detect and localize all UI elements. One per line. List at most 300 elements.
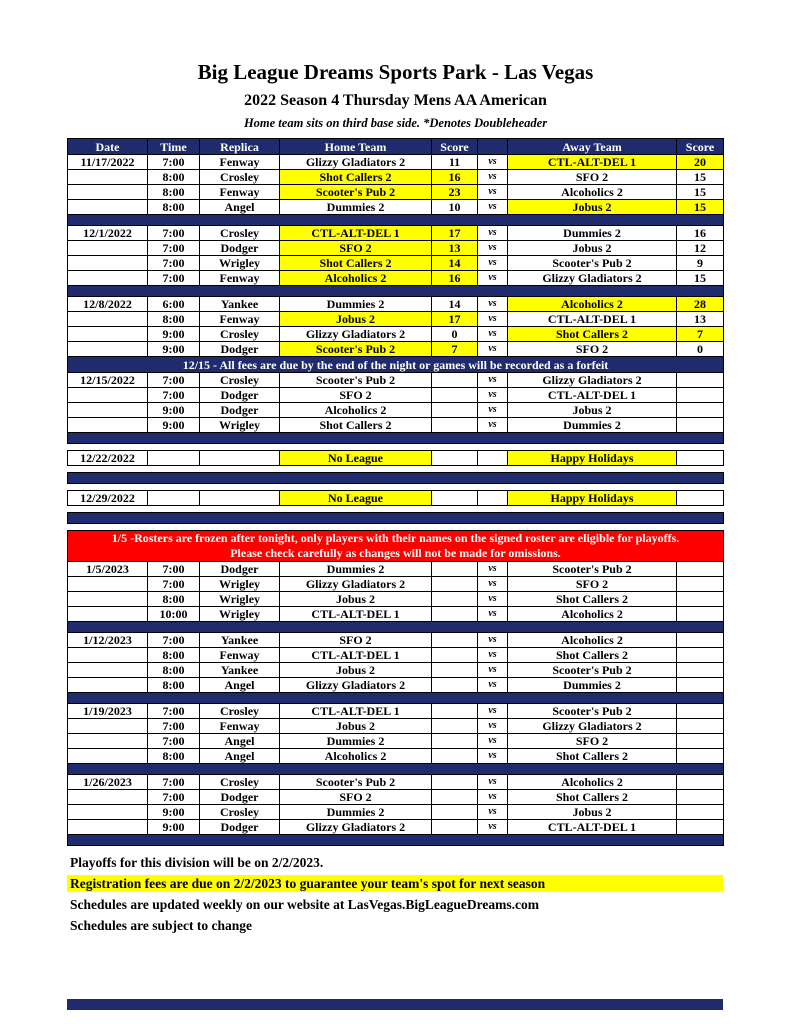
vs-cell: vs — [478, 271, 508, 286]
vs-cell: vs — [478, 734, 508, 749]
vs-cell: vs — [478, 704, 508, 719]
replica-cell: Yankee — [200, 297, 280, 312]
away-score-cell — [677, 403, 724, 418]
time-cell: 7:00 — [148, 790, 200, 805]
home-score-cell — [432, 373, 478, 388]
away-score-cell: 16 — [677, 226, 724, 241]
header-cell: Date — [68, 139, 148, 155]
schedule-table — [67, 138, 724, 846]
date-cell — [68, 241, 148, 256]
table-row-game — [68, 790, 724, 805]
home-score-cell — [432, 418, 478, 433]
date-cell — [68, 388, 148, 403]
replica-cell: Dodger — [200, 562, 280, 577]
date-cell — [68, 327, 148, 342]
away-score-cell — [677, 734, 724, 749]
table-row-game — [68, 403, 724, 418]
roster-alert-cell — [68, 531, 724, 562]
away-team-cell: Glizzy Gladiators 2 — [508, 719, 677, 734]
schedule-body — [68, 155, 724, 846]
home-score-cell — [432, 820, 478, 835]
bottom-navy-bar — [67, 999, 723, 1010]
table-row-separator — [68, 513, 724, 524]
date-cell: 12/1/2022 — [68, 226, 148, 241]
spacer-cell — [68, 444, 724, 451]
date-cell — [68, 312, 148, 327]
replica-cell: Fenway — [200, 719, 280, 734]
away-score-cell: 20 — [677, 155, 724, 170]
vs-cell — [478, 451, 508, 466]
away-team-cell: Jobus 2 — [508, 403, 677, 418]
header-cell: Home Team — [280, 139, 432, 155]
home-score-cell — [432, 451, 478, 466]
date-cell: 12/29/2022 — [68, 491, 148, 506]
away-team-cell: Shot Callers 2 — [508, 592, 677, 607]
home-score-cell: 13 — [432, 241, 478, 256]
away-team-cell: SFO 2 — [508, 734, 677, 749]
away-team-cell: Scooter's Pub 2 — [508, 562, 677, 577]
away-team-cell: SFO 2 — [508, 577, 677, 592]
date-cell — [68, 403, 148, 418]
vs-cell: vs — [478, 418, 508, 433]
time-cell: 7:00 — [148, 373, 200, 388]
time-cell: 8:00 — [148, 592, 200, 607]
home-score-cell — [432, 775, 478, 790]
alert-line: Please check carefully as changes will not be made for omissions. — [230, 546, 561, 560]
table-row-game — [68, 648, 724, 663]
separator-cell — [68, 693, 724, 704]
away-team-cell: CTL-ALT-DEL 1 — [508, 820, 677, 835]
home-team-cell: Alcoholics 2 — [280, 271, 432, 286]
away-team-cell: Jobus 2 — [508, 805, 677, 820]
table-row-game — [68, 678, 724, 693]
date-cell — [68, 577, 148, 592]
header-cell — [478, 139, 508, 155]
replica-cell: Crosley — [200, 327, 280, 342]
away-score-cell — [677, 805, 724, 820]
time-cell: 9:00 — [148, 403, 200, 418]
replica-cell: Crosley — [200, 775, 280, 790]
vs-cell: vs — [478, 607, 508, 622]
table-row-game — [68, 577, 724, 592]
home-team-cell: CTL-ALT-DEL 1 — [280, 226, 432, 241]
date-cell: 12/8/2022 — [68, 297, 148, 312]
date-cell — [68, 820, 148, 835]
time-cell: 8:00 — [148, 170, 200, 185]
page-subtitle: 2022 Season 4 Thursday Mens AA American — [244, 92, 547, 109]
table-row-spacer — [68, 466, 724, 473]
table-row-special — [68, 491, 724, 506]
vs-cell: vs — [478, 678, 508, 693]
separator-cell — [68, 473, 724, 484]
away-team-cell: Jobus 2 — [508, 241, 677, 256]
vs-cell: vs — [478, 820, 508, 835]
time-cell: 7:00 — [148, 734, 200, 749]
away-team-cell: Glizzy Gladiators 2 — [508, 373, 677, 388]
replica-cell: Yankee — [200, 663, 280, 678]
replica-cell: Crosley — [200, 373, 280, 388]
away-score-cell — [677, 418, 724, 433]
time-cell: 7:00 — [148, 719, 200, 734]
home-score-cell: 10 — [432, 200, 478, 215]
date-cell — [68, 342, 148, 357]
away-team-cell: Dummies 2 — [508, 226, 677, 241]
time-cell: 9:00 — [148, 342, 200, 357]
time-cell: 7:00 — [148, 271, 200, 286]
vs-cell: vs — [478, 633, 508, 648]
away-team-cell: CTL-ALT-DEL 1 — [508, 312, 677, 327]
vs-cell: vs — [478, 775, 508, 790]
time-cell: 7:00 — [148, 256, 200, 271]
vs-cell: vs — [478, 592, 508, 607]
home-team-cell: Glizzy Gladiators 2 — [280, 155, 432, 170]
away-score-cell — [677, 749, 724, 764]
home-team-cell: Dummies 2 — [280, 562, 432, 577]
time-cell: 7:00 — [148, 241, 200, 256]
table-row-game — [68, 342, 724, 357]
vs-cell: vs — [478, 562, 508, 577]
replica-cell: Crosley — [200, 805, 280, 820]
footer-subject-line: Schedules are subject to change — [70, 918, 252, 933]
replica-cell: Wrigley — [200, 607, 280, 622]
away-team-cell: Alcoholics 2 — [508, 633, 677, 648]
replica-cell: Wrigley — [200, 256, 280, 271]
away-team-cell: Shot Callers 2 — [508, 749, 677, 764]
table-row-notice — [68, 357, 724, 373]
away-score-cell — [677, 607, 724, 622]
replica-cell: Wrigley — [200, 592, 280, 607]
date-cell — [68, 678, 148, 693]
date-cell — [68, 256, 148, 271]
separator-cell — [68, 215, 724, 226]
away-score-cell — [677, 648, 724, 663]
table-row-game — [68, 663, 724, 678]
date-cell — [68, 271, 148, 286]
table-row-separator — [68, 693, 724, 704]
away-team-cell: Shot Callers 2 — [508, 648, 677, 663]
table-row-separator — [68, 764, 724, 775]
home-team-cell: Scooter's Pub 2 — [280, 373, 432, 388]
away-team-cell: Glizzy Gladiators 2 — [508, 271, 677, 286]
date-cell — [68, 592, 148, 607]
home-score-cell: 11 — [432, 155, 478, 170]
footer — [67, 854, 723, 934]
table-row-game — [68, 820, 724, 835]
home-score-cell: 17 — [432, 312, 478, 327]
table-row-game — [68, 633, 724, 648]
home-score-cell — [432, 719, 478, 734]
home-team-cell: No League — [280, 451, 432, 466]
date-cell — [68, 734, 148, 749]
table-row-game — [68, 418, 724, 433]
away-score-cell: 15 — [677, 185, 724, 200]
away-score-cell — [677, 562, 724, 577]
vs-cell: vs — [478, 790, 508, 805]
spacer-cell — [68, 506, 724, 513]
away-score-cell: 15 — [677, 170, 724, 185]
home-score-cell — [432, 592, 478, 607]
home-score-cell: 17 — [432, 226, 478, 241]
home-team-cell: Jobus 2 — [280, 719, 432, 734]
table-row-game — [68, 749, 724, 764]
date-cell: 11/17/2022 — [68, 155, 148, 170]
vs-cell: vs — [478, 719, 508, 734]
table-row-separator — [68, 286, 724, 297]
vs-cell: vs — [478, 577, 508, 592]
vs-cell: vs — [478, 749, 508, 764]
time-cell: 8:00 — [148, 749, 200, 764]
table-row-game — [68, 388, 724, 403]
date-cell: 1/5/2023 — [68, 562, 148, 577]
time-cell: 8:00 — [148, 648, 200, 663]
replica-cell: Angel — [200, 734, 280, 749]
table-row-separator — [68, 835, 724, 846]
table-row-game — [68, 170, 724, 185]
home-score-cell — [432, 704, 478, 719]
time-cell: 7:00 — [148, 775, 200, 790]
home-team-cell: SFO 2 — [280, 388, 432, 403]
vs-cell: vs — [478, 327, 508, 342]
time-cell: 9:00 — [148, 327, 200, 342]
table-row-game — [68, 297, 724, 312]
away-score-cell: 13 — [677, 312, 724, 327]
home-score-cell — [432, 562, 478, 577]
date-cell — [68, 607, 148, 622]
away-score-cell — [677, 491, 724, 506]
away-score-cell — [677, 704, 724, 719]
vs-cell: vs — [478, 373, 508, 388]
spacer-cell — [68, 484, 724, 491]
table-row-game — [68, 241, 724, 256]
time-cell: 7:00 — [148, 704, 200, 719]
table-row-game — [68, 805, 724, 820]
header-cell: Score — [677, 139, 724, 155]
home-score-cell — [432, 648, 478, 663]
home-team-cell: SFO 2 — [280, 633, 432, 648]
replica-cell: Dodger — [200, 403, 280, 418]
home-team-cell: CTL-ALT-DEL 1 — [280, 648, 432, 663]
separator-cell — [68, 835, 724, 846]
table-row-game — [68, 734, 724, 749]
table-row-game — [68, 312, 724, 327]
replica-cell: Dodger — [200, 342, 280, 357]
replica-cell: Fenway — [200, 648, 280, 663]
date-cell: 1/19/2023 — [68, 704, 148, 719]
vs-cell — [478, 491, 508, 506]
away-score-cell — [677, 775, 724, 790]
date-cell — [68, 719, 148, 734]
away-team-cell: Shot Callers 2 — [508, 790, 677, 805]
away-score-cell: 28 — [677, 297, 724, 312]
home-team-cell: CTL-ALT-DEL 1 — [280, 704, 432, 719]
away-score-cell: 9 — [677, 256, 724, 271]
table-row-game — [68, 592, 724, 607]
table-row-separator — [68, 215, 724, 226]
replica-cell: Angel — [200, 749, 280, 764]
replica-cell: Fenway — [200, 312, 280, 327]
home-team-cell: CTL-ALT-DEL 1 — [280, 607, 432, 622]
table-row-game — [68, 271, 724, 286]
replica-cell: Dodger — [200, 388, 280, 403]
away-score-cell: 15 — [677, 200, 724, 215]
away-team-cell: SFO 2 — [508, 342, 677, 357]
replica-cell: Fenway — [200, 271, 280, 286]
date-cell — [68, 185, 148, 200]
away-score-cell — [677, 388, 724, 403]
away-score-cell: 15 — [677, 271, 724, 286]
date-cell — [68, 749, 148, 764]
away-score-cell — [677, 451, 724, 466]
away-team-cell: Scooter's Pub 2 — [508, 663, 677, 678]
vs-cell: vs — [478, 170, 508, 185]
table-row-separator — [68, 473, 724, 484]
date-cell — [68, 170, 148, 185]
time-cell: 9:00 — [148, 805, 200, 820]
home-team-cell: Dummies 2 — [280, 734, 432, 749]
footer-playoffs-line: Playoffs for this division will be on 2/2/2023. — [70, 855, 324, 870]
home-score-cell — [432, 678, 478, 693]
footer-website-line: Schedules are updated weekly on our website at LasVegas.BigLeagueDreams.com — [70, 897, 540, 912]
home-score-cell — [432, 734, 478, 749]
replica-cell: Dodger — [200, 241, 280, 256]
replica-cell: Wrigley — [200, 577, 280, 592]
table-row-game — [68, 704, 724, 719]
home-team-cell: Alcoholics 2 — [280, 403, 432, 418]
vs-cell: vs — [478, 648, 508, 663]
home-team-cell: Dummies 2 — [280, 805, 432, 820]
table-row-alert — [68, 531, 724, 562]
home-team-cell: Glizzy Gladiators 2 — [280, 327, 432, 342]
away-score-cell — [677, 592, 724, 607]
home-team-cell: Dummies 2 — [280, 297, 432, 312]
away-team-cell: Happy Holidays — [508, 451, 677, 466]
vs-cell: vs — [478, 388, 508, 403]
table-row-game — [68, 226, 724, 241]
separator-cell — [68, 433, 724, 444]
time-cell: 8:00 — [148, 663, 200, 678]
table-row-game — [68, 775, 724, 790]
time-cell: 7:00 — [148, 226, 200, 241]
away-team-cell: Alcoholics 2 — [508, 185, 677, 200]
home-team-cell: Shot Callers 2 — [280, 256, 432, 271]
away-score-cell: 0 — [677, 342, 724, 357]
table-row-game — [68, 185, 724, 200]
date-cell: 1/26/2023 — [68, 775, 148, 790]
away-team-cell: Alcoholics 2 — [508, 775, 677, 790]
home-score-cell — [432, 663, 478, 678]
date-cell — [68, 648, 148, 663]
replica-cell — [200, 451, 280, 466]
away-score-cell — [677, 790, 724, 805]
vs-cell: vs — [478, 185, 508, 200]
replica-cell: Crosley — [200, 704, 280, 719]
time-cell: 9:00 — [148, 418, 200, 433]
away-team-cell: Scooter's Pub 2 — [508, 256, 677, 271]
table-header-row — [68, 139, 724, 155]
replica-cell: Crosley — [200, 170, 280, 185]
vs-cell: vs — [478, 403, 508, 418]
vs-cell: vs — [478, 342, 508, 357]
header-cell: Time — [148, 139, 200, 155]
away-team-cell: CTL-ALT-DEL 1 — [508, 388, 677, 403]
vs-cell: vs — [478, 155, 508, 170]
home-team-cell: SFO 2 — [280, 241, 432, 256]
time-cell: 7:00 — [148, 388, 200, 403]
home-score-cell — [432, 388, 478, 403]
date-cell — [68, 418, 148, 433]
time-cell: 8:00 — [148, 185, 200, 200]
away-score-cell: 12 — [677, 241, 724, 256]
time-cell: 6:00 — [148, 297, 200, 312]
home-team-cell: Scooter's Pub 2 — [280, 185, 432, 200]
date-cell — [68, 805, 148, 820]
footer-registration-line: Registration fees are due on 2/2/2023 to guarantee your team's spot for next season — [67, 875, 723, 892]
page-title: Big League Dreams Sports Park - Las Vegas — [197, 60, 594, 84]
vs-cell: vs — [478, 226, 508, 241]
replica-cell: Dodger — [200, 790, 280, 805]
vs-cell: vs — [478, 663, 508, 678]
vs-cell: vs — [478, 297, 508, 312]
home-team-cell: Scooter's Pub 2 — [280, 342, 432, 357]
away-score-cell — [677, 820, 724, 835]
away-score-cell: 7 — [677, 327, 724, 342]
home-score-cell — [432, 403, 478, 418]
header-cell: Replica — [200, 139, 280, 155]
home-team-cell: Scooter's Pub 2 — [280, 775, 432, 790]
separator-cell — [68, 622, 724, 633]
separator-cell — [68, 513, 724, 524]
table-row-separator — [68, 433, 724, 444]
header-cell: Score — [432, 139, 478, 155]
replica-cell: Angel — [200, 678, 280, 693]
home-score-cell — [432, 491, 478, 506]
table-row-game — [68, 373, 724, 388]
time-cell: 8:00 — [148, 312, 200, 327]
away-score-cell — [677, 678, 724, 693]
away-team-cell: Dummies 2 — [508, 418, 677, 433]
spacer-cell — [68, 524, 724, 531]
vs-cell: vs — [478, 312, 508, 327]
separator-cell — [68, 286, 724, 297]
date-cell — [68, 663, 148, 678]
table-row-spacer — [68, 506, 724, 513]
home-score-cell: 0 — [432, 327, 478, 342]
time-cell: 8:00 — [148, 200, 200, 215]
vs-cell: vs — [478, 200, 508, 215]
time-cell — [148, 451, 200, 466]
table-row-game — [68, 607, 724, 622]
home-team-cell: Glizzy Gladiators 2 — [280, 678, 432, 693]
table-row-game — [68, 200, 724, 215]
home-team-note: Home team sits on third base side. *Denotes Doubleheader — [243, 116, 548, 130]
home-team-cell: No League — [280, 491, 432, 506]
away-team-cell: SFO 2 — [508, 170, 677, 185]
header-cell: Away Team — [508, 139, 677, 155]
home-team-cell: Glizzy Gladiators 2 — [280, 577, 432, 592]
table-row-spacer — [68, 524, 724, 531]
replica-cell: Yankee — [200, 633, 280, 648]
table-row-spacer — [68, 484, 724, 491]
home-score-cell — [432, 633, 478, 648]
date-cell: 12/22/2022 — [68, 451, 148, 466]
date-cell: 12/15/2022 — [68, 373, 148, 388]
home-score-cell — [432, 577, 478, 592]
time-cell — [148, 491, 200, 506]
replica-cell: Fenway — [200, 185, 280, 200]
home-team-cell: Jobus 2 — [280, 663, 432, 678]
table-row-special — [68, 451, 724, 466]
home-score-cell — [432, 607, 478, 622]
